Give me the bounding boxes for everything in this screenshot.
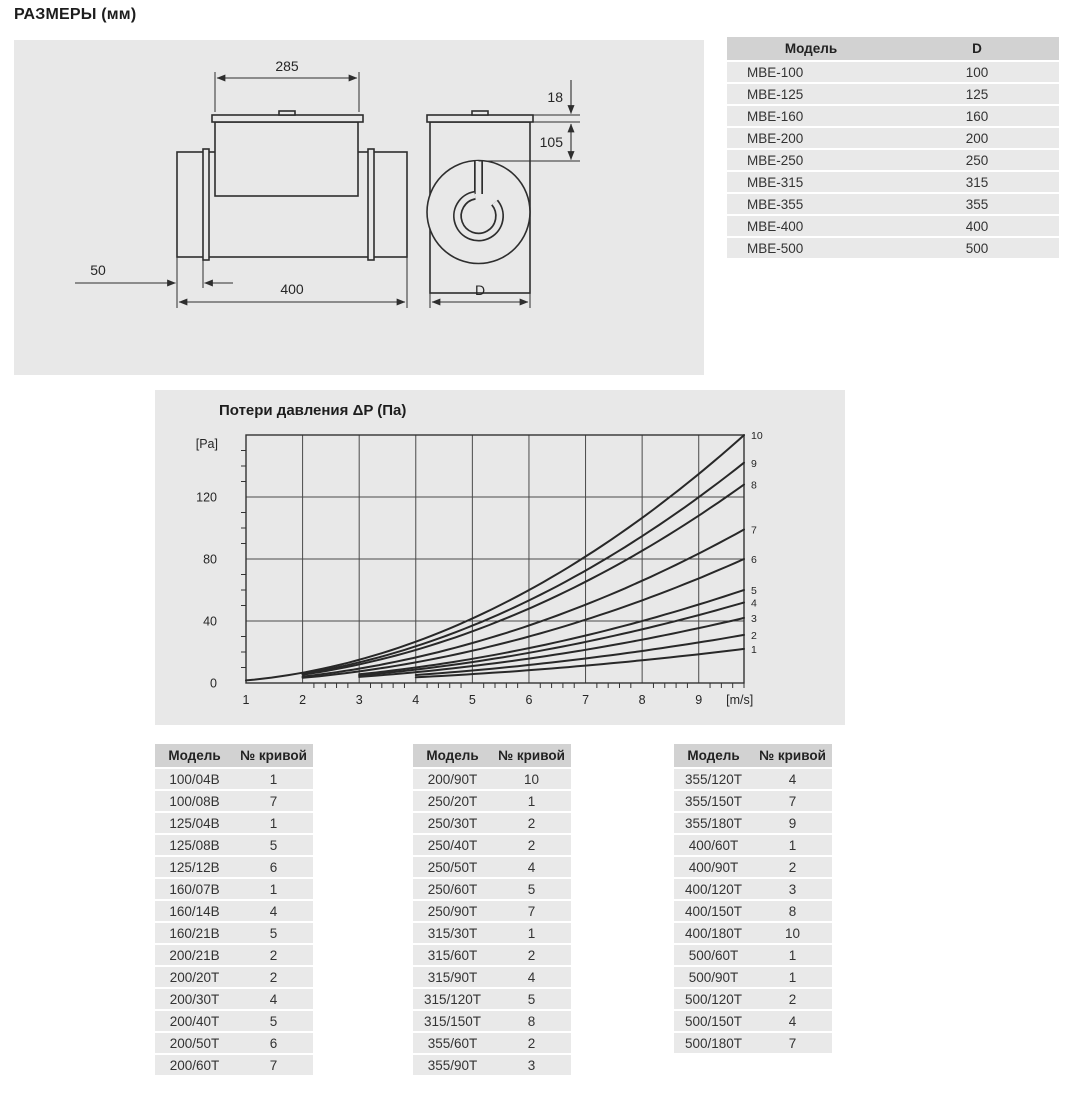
value-cell: 100 [895,62,1059,82]
column-header: Модель [674,744,753,767]
model-cell: 200/40T [155,1011,234,1031]
value-cell: 200 [895,128,1059,148]
model-cell: MBE-355 [727,194,895,214]
x-tick-label: 8 [638,693,646,707]
value-cell: 1 [492,791,571,811]
y-tick-label: 120 [196,490,217,505]
model-cell: 500/90T [674,967,753,987]
dimensions-drawing-panel [14,40,704,375]
table-row [155,791,313,811]
model-cell: 200/60T [155,1055,234,1075]
model-cell: MBE-160 [727,106,895,126]
model-cell: 355/90T [413,1055,492,1075]
dimensions-drawing [14,40,704,375]
model-cell: 355/180T [674,813,753,833]
model-cell: MBE-400 [727,216,895,236]
value-cell: 5 [234,1011,313,1031]
table-row [155,945,313,965]
pressure-loss-chart-panel [155,390,845,725]
model-cell: 125/08B [155,835,234,855]
model-cell: 400/60T [674,835,753,855]
value-cell: 250 [895,150,1059,170]
curve-label-7: 7 [751,524,757,537]
curve-label-5: 5 [751,585,757,597]
model-cell: 500/120T [674,989,753,1009]
value-cell: 2 [753,989,832,1009]
value-cell: 160 [895,106,1059,126]
model-cell: 315/120T [413,989,492,1009]
dim-lid-height: 18 [547,89,563,105]
table-row [155,901,313,921]
model-cell: 400/120T [674,879,753,899]
value-cell: 5 [492,989,571,1009]
value-cell: 2 [492,945,571,965]
value-cell: 10 [753,923,832,943]
value-cell: 4 [753,1011,832,1031]
table-row [674,1011,832,1031]
value-cell: 8 [492,1011,571,1031]
dim-total-length: 400 [280,281,304,297]
table-row [674,967,832,987]
table-row [727,238,1059,258]
column-header: Модель [155,744,234,767]
table-row [413,989,571,1009]
value-cell: 6 [234,857,313,877]
table-row [155,1055,313,1075]
x-tick-label: 5 [468,693,476,707]
model-cell: 250/40T [413,835,492,855]
value-cell: 1 [492,923,571,943]
lid-tab-side [472,111,488,115]
value-cell: 4 [492,857,571,877]
table-row [413,967,571,987]
model-cell: 250/60T [413,879,492,899]
model-cell: 200/50T [155,1033,234,1053]
curve-10 [246,435,744,680]
model-cell: 250/90T [413,901,492,921]
value-cell: 125 [895,84,1059,104]
model-cell: 355/120T [674,769,753,789]
model-cell: 500/150T [674,1011,753,1031]
value-cell: 5 [234,923,313,943]
value-cell: 4 [234,989,313,1009]
value-cell: 400 [895,216,1059,236]
curve-label-2: 2 [751,629,757,642]
duct-rib-right [368,149,374,260]
value-cell: 5 [234,835,313,855]
dim-box-width: 285 [275,58,299,74]
side-view [427,80,580,308]
table-row [155,813,313,833]
table-row [674,879,832,899]
value-cell: 2 [492,835,571,855]
model-cell: 250/20T [413,791,492,811]
table-row [413,769,571,789]
value-cell: 1 [234,813,313,833]
value-cell: 4 [753,769,832,789]
x-tick-label: 6 [525,693,533,707]
model-cell: MBE-125 [727,84,895,104]
box-side-lid [427,115,533,122]
table-row [727,106,1059,126]
terminal-box [215,122,358,196]
table-row [413,857,571,877]
model-cell: 100/04B [155,769,234,789]
table-row [155,923,313,943]
column-header: № кривой [492,744,571,767]
value-cell: 2 [234,945,313,965]
column-header: № кривой [234,744,313,767]
table-row [413,791,571,811]
table-row [674,989,832,1009]
table-row [155,769,313,789]
model-cell: 200/30T [155,989,234,1009]
x-tick-label: 7 [582,693,590,707]
value-cell: 2 [492,1033,571,1053]
model-cell: 160/07B [155,879,234,899]
curve-table-1 [155,742,313,1077]
dim-diameter: D [474,282,486,298]
table-row [674,769,832,789]
model-cell: MBE-100 [727,62,895,82]
model-cell: 400/90T [674,857,753,877]
value-cell: 7 [753,791,832,811]
y-axis-unit: [Pa] [195,437,218,451]
value-cell: 7 [753,1033,832,1053]
model-cell: 315/60T [413,945,492,965]
value-cell: 6 [234,1033,313,1053]
value-cell: 8 [753,901,832,921]
model-cell: 500/60T [674,945,753,965]
table-row [674,945,832,965]
value-cell: 1 [753,835,832,855]
model-cell: 200/20T [155,967,234,987]
curve-9 [303,463,744,674]
table-row [674,857,832,877]
model-cell: MBE-315 [727,172,895,192]
value-cell: 10 [492,769,571,789]
x-tick-label: 4 [412,693,420,707]
model-cell: 160/14B [155,901,234,921]
chart-title: Потери давления ΔP (Па) [219,402,407,419]
value-cell: 2 [492,813,571,833]
curve-table-3 [674,742,832,1055]
y-tick-label: 40 [203,614,217,629]
model-d-table [727,35,1059,260]
column-header: Модель [413,744,492,767]
model-cell: 355/60T [413,1033,492,1053]
curve-label-3: 3 [751,612,757,625]
model-cell: 100/08B [155,791,234,811]
table-row [413,923,571,943]
y-tick-label: 80 [203,552,217,567]
page-title: РАЗМЕРЫ (мм) [14,6,137,23]
model-cell: 200/90T [413,769,492,789]
table-row [155,989,313,1009]
table-row [727,62,1059,82]
table-row [727,150,1059,170]
model-cell: 355/150T [674,791,753,811]
x-tick-label: 1 [242,693,250,707]
table-row [413,945,571,965]
value-cell: 1 [234,769,313,789]
table-row [155,857,313,877]
lid-tab [279,111,295,115]
table-row [674,923,832,943]
dim-box-height: 105 [539,134,563,150]
pressure-loss-chart [155,390,845,725]
table-row [674,835,832,855]
table-row [674,1033,832,1053]
column-header: D [895,37,1059,60]
table-row [674,901,832,921]
y-tick-label: 0 [210,676,217,691]
curve-label-1: 1 [751,643,757,656]
table-row [413,835,571,855]
value-cell: 7 [234,1055,313,1075]
pressure-curves [246,435,744,680]
value-cell: 355 [895,194,1059,214]
curve-labels [751,430,763,656]
column-header: Модель [727,37,895,60]
model-cell: 160/21B [155,923,234,943]
table-row [155,1011,313,1031]
table-row [727,194,1059,214]
value-cell: 9 [753,813,832,833]
value-cell: 500 [895,238,1059,258]
model-cell: MBE-250 [727,150,895,170]
table-row [155,835,313,855]
table-row [413,1011,571,1031]
model-cell: 315/90T [413,967,492,987]
column-header: № кривой [753,744,832,767]
x-tick-label: 3 [355,693,363,707]
table-row [727,216,1059,236]
model-cell: 250/30T [413,813,492,833]
value-cell: 7 [492,901,571,921]
table-row [413,813,571,833]
table-row [727,84,1059,104]
model-cell: 315/150T [413,1011,492,1031]
model-cell: MBE-500 [727,238,895,258]
value-cell: 7 [234,791,313,811]
value-cell: 2 [753,857,832,877]
model-cell: 400/180T [674,923,753,943]
front-view [75,58,407,308]
value-cell: 3 [753,879,832,899]
model-cell: 250/50T [413,857,492,877]
x-axis-unit: [m/s] [726,693,754,707]
table-row [155,967,313,987]
model-cell: MBE-200 [727,128,895,148]
curve-label-10: 10 [751,430,763,442]
table-row [674,813,832,833]
value-cell: 2 [234,967,313,987]
table-row [413,1055,571,1075]
curve-label-9: 9 [751,457,757,470]
x-tick-label: 9 [695,693,703,707]
value-cell: 3 [492,1055,571,1075]
table-row [155,1033,313,1053]
value-cell: 4 [234,901,313,921]
model-cell: 125/04B [155,813,234,833]
table-row [413,879,571,899]
table-row [155,879,313,899]
terminal-box-lid [212,115,363,122]
table-row [413,901,571,921]
model-cell: 315/30T [413,923,492,943]
table-row [674,791,832,811]
table-row [413,1033,571,1053]
value-cell: 4 [492,967,571,987]
model-cell: 125/12B [155,857,234,877]
curve-label-6: 6 [751,554,757,566]
duct-rib-left [203,149,209,260]
model-cell: 200/21B [155,945,234,965]
table-row [727,128,1059,148]
value-cell: 1 [234,879,313,899]
curve-table-2 [413,742,571,1077]
curve-4 [359,603,744,676]
curve-label-8: 8 [751,479,757,492]
value-cell: 1 [753,967,832,987]
dim-rib-offset: 50 [90,262,106,278]
value-cell: 5 [492,879,571,899]
value-cell: 315 [895,172,1059,192]
curve-label-4: 4 [751,597,757,610]
model-cell: 400/150T [674,901,753,921]
value-cell: 1 [753,945,832,965]
x-tick-label: 2 [299,693,307,707]
table-row [727,172,1059,192]
model-cell: 500/180T [674,1033,753,1053]
